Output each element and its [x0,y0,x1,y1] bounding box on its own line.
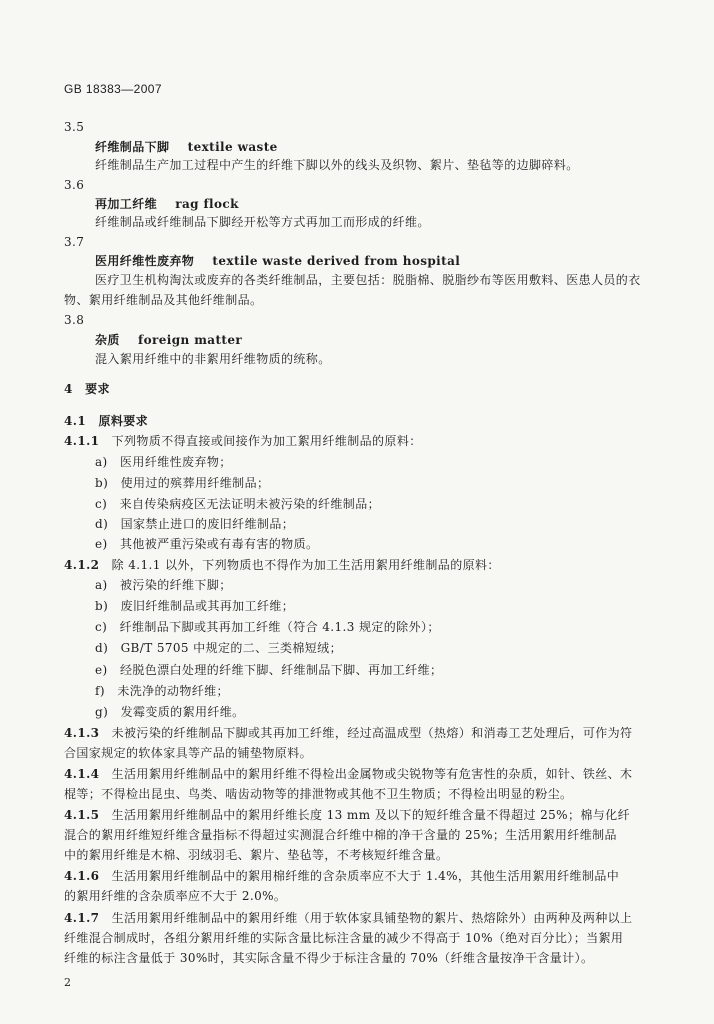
term-en: textile waste [187,140,278,154]
term-en: foreign matter [138,333,243,347]
list-item-4-1-1-d: d) 国家禁止进口的废旧纤维制品； [95,517,295,531]
list-item-4-1-2-f: f) 未洗净的动物纤维； [95,684,229,698]
clause-text: 生活用絮用纤维制品中的絮用纤维不得检出金属物或尖锐物等有危害性的杂质，如针、铁丝、木 [111,767,633,781]
list-item-4-1-2-e: e) 经脱色漂白处理的纤维下脚、纤维制品下脚、再加工纤维； [95,663,443,677]
clause-4-1-3-line2: 合国家规定的软体家具等产品的铺垫物原料。 [64,746,313,760]
clause-number: 4.1.3 [64,726,100,740]
clause-number: 4.1.6 [64,869,100,883]
clause-4-1-5-line2: 混合的絮用纤维短纤维含量指标不得超过实测混合纤维中棉的净干含量的 25%；生活用絮用纤维制品 [64,828,617,842]
list-item-4-1-1-a: a) 医用纤维性废弃物； [95,455,232,469]
term-3-5 [95,139,278,155]
clause-4-1-1-lead [64,433,422,449]
term-en: rag flock [175,197,239,211]
clause-text: 除 4.1.1 以外，下列物质也不得作为加工生活用絮用纤维制品的原料： [111,558,500,572]
section-number-3-8: 3.8 [64,313,85,327]
list-item-4-1-2-a: a) 被污染的纤维下脚； [95,578,232,592]
term-cn: 再加工纤维 [95,197,158,211]
clause-number: 4.1.4 [64,767,100,781]
term-3-8 [95,332,242,348]
term-en: textile waste derived from hospital [212,254,461,268]
clause-4-1-7-line1 [64,910,632,926]
clause-4-1-4-line2: 棍等；不得检出昆虫、鸟类、啮齿动物等的排泄物或其他不卫生物质；不得检出明显的粉尘。 [64,787,573,801]
clause-number: 4.1.1 [64,434,100,448]
clause-text: 下列物质不得直接或间接作为加工絮用纤维制品的原料： [111,434,422,448]
clause-4-1-5-line1 [64,807,630,823]
clause-4-1-3-line1 [64,725,632,741]
clause-text: 生活用絮用纤维制品中的絮用棉纤维的含杂质率应不大于 1.4%，其他生活用絮用纤维制品中 [111,869,620,883]
term-cn: 纤维制品下脚 [95,140,170,154]
clause-4-1-7-line2: 纤维混合制成时，各组分絮用纤维的实际含量比标注含量的减少不得高于 10%（绝对百分比）；当絮用 [64,931,624,945]
list-item-4-1-2-d: d) GB/T 5705 中规定的二、三类棉短绒； [95,641,342,655]
list-item-4-1-2-c: c) 纤维制品下脚或其再加工纤维（符合 4.1.3 规定的除外）； [95,620,440,634]
clause-4-1-6-line2: 的絮用纤维的含杂质率应不大于 2.0%。 [64,889,287,903]
clause-4-1-7-line3: 纤维的标注含量低于 30%时，其实际含量不得少于标注含量的 70%（纤维含量按净干含量计）。 [64,951,594,965]
section-heading-4-1: 4.1 原料要求 [64,414,149,428]
clause-4-1-5-line3: 中的絮用纤维是木棉、羽绒羽毛、絮片、垫毡等，不考核短纤维含量。 [64,848,449,862]
clause-text: 未被污染的纤维制品下脚或其再加工纤维，经过高温成型（热熔）和消毒工艺处理后，可作为符 [111,726,633,740]
list-item-4-1-1-e: e) 其他被严重污染或有毒有害的物质。 [95,537,319,551]
list-item-4-1-2-g: g) 发霉变质的絮用纤维。 [95,705,245,719]
standard-code-header: GB 18383—2007 [64,82,162,96]
clause-number: 4.1.2 [64,558,100,572]
clause-4-1-2-lead [64,557,500,573]
section-number-3-5: 3.5 [64,120,85,134]
list-item-4-1-2-b: b) 废旧纤维制品或其再加工纤维； [95,599,295,613]
term-3-6 [95,196,239,212]
term-cn: 医用纤维性废弃物 [95,254,195,268]
clause-4-1-6-line1 [64,868,619,884]
definition-3-7-line2: 物、絮用纤维制品及其他纤维制品。 [64,293,263,307]
list-item-4-1-1-c: c) 来自传染病疫区无法证明未被污染的纤维制品； [95,497,381,511]
definition-3-8: 混入絮用纤维中的非絮用纤维物质的统称。 [95,352,331,366]
page-number: 2 [64,976,72,989]
definition-3-7-line1: 医疗卫生机构淘汰或废弃的各类纤维制品，主要包括：脱脂棉、脱脂纱布等医用敷料、医患人员的衣 [95,273,641,287]
list-item-4-1-1-b: b) 使用过的殡葬用纤维制品； [95,476,270,490]
clause-4-1-4-line1 [64,766,632,782]
section-number-3-6: 3.6 [64,178,85,192]
definition-3-6: 纤维制品或纤维制品下脚经开松等方式再加工而形成的纤维。 [95,215,430,229]
section-number-3-7: 3.7 [64,235,85,249]
term-3-7 [95,253,460,269]
clause-text: 生活用絮用纤维制品中的絮用纤维（用于软体家具铺垫物的絮片、热熔除外）由两种及两种以上 [111,911,633,925]
definition-3-5: 纤维制品生产加工过程中产生的纤维下脚以外的线头及织物、絮片、垫毡等的边脚碎料。 [95,158,579,172]
chapter-heading-4: 4 要求 [64,382,110,396]
term-cn: 杂质 [95,333,120,347]
clause-number: 4.1.5 [64,808,100,822]
clause-number: 4.1.7 [64,911,100,925]
clause-text: 生活用絮用纤维制品中的絮用纤维长度 13 mm 及以下的短纤维含量不得超过 25%；棉与化纤 [111,808,630,822]
